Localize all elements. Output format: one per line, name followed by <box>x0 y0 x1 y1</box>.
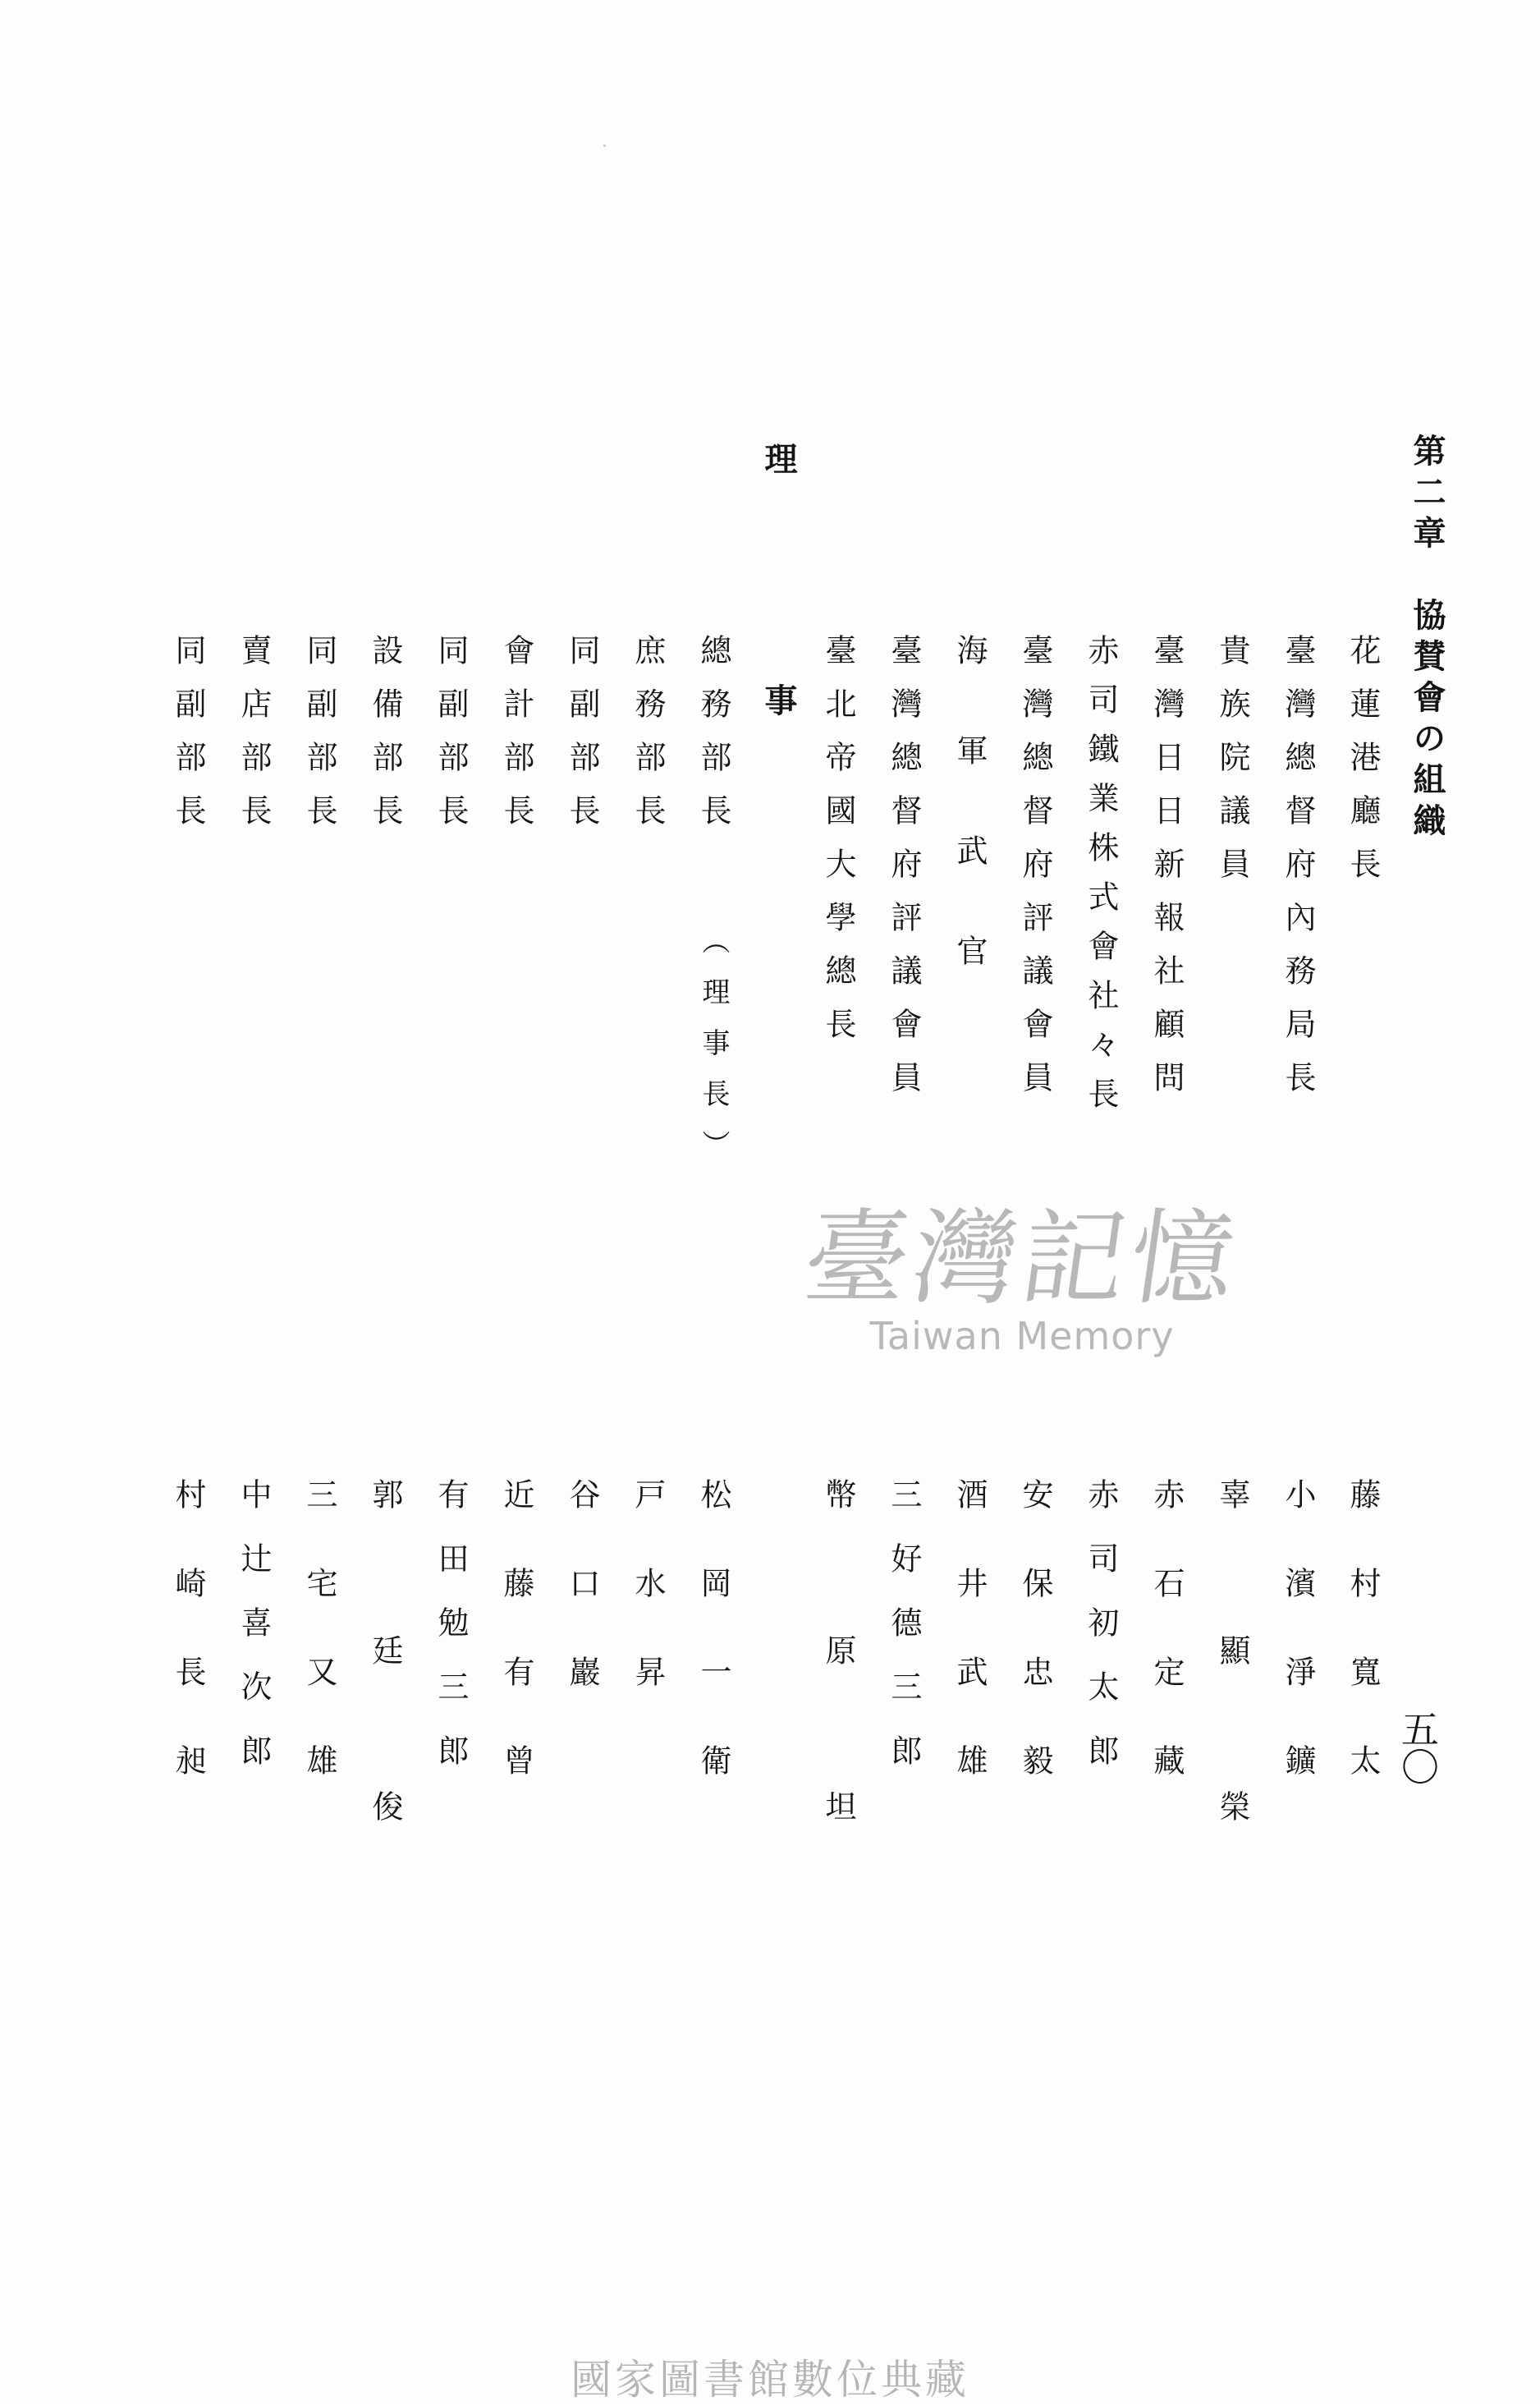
riji-name-7: 三宅又雄 <box>301 1478 337 1833</box>
riji-name-9: 村崎長昶 <box>170 1478 206 1833</box>
top-name-9: 幣原坦 <box>820 1478 856 1946</box>
top-name-6: 安保忠毅 <box>1017 1478 1053 1833</box>
top-title-6: 臺灣總督府評議會員 <box>1017 634 1053 1114</box>
section-heading-char-2: 事 <box>759 683 798 716</box>
top-title-3: 貴族院議員 <box>1214 634 1250 901</box>
top-name-7: 酒井武雄 <box>951 1478 988 1833</box>
scan-speck <box>603 145 606 147</box>
riji-name-1: 松岡一衛 <box>695 1478 731 1833</box>
running-head: 第二章 協賛會の組織 <box>1408 434 1446 844</box>
riji-title-7: 同副部長 <box>301 634 337 847</box>
watermark-english: Taiwan Memory <box>869 1314 1175 1358</box>
riji-name-5: 有田勉三郎 <box>433 1478 469 1798</box>
riji-name-4: 近藤有曾 <box>498 1478 534 1833</box>
riji-title-8: 賣店部長 <box>236 634 272 847</box>
page-number: 五〇 <box>1396 1710 1440 1785</box>
taiwan-memory-watermark <box>768 1198 1276 1358</box>
top-name-3: 辜顯榮 <box>1214 1478 1250 1946</box>
top-title-2: 臺灣總督府內務局長 <box>1280 634 1316 1114</box>
watermark-chinese: 臺灣記憶 <box>796 1198 1248 1319</box>
riji-name-3: 谷口巖 <box>564 1478 600 1744</box>
top-name-8: 三好德三郎 <box>886 1478 922 1798</box>
top-name-2: 小濱淨鑛 <box>1280 1478 1316 1833</box>
section-heading-char-1: 理 <box>759 442 798 475</box>
riji-title-2: 庶務部長 <box>630 634 666 847</box>
top-title-7: 海軍武官 <box>951 634 988 1035</box>
riji-name-8: 中辻喜次郎 <box>236 1478 272 1798</box>
top-title-1: 花蓮港廳長 <box>1345 634 1381 901</box>
riji-title-1: 總務部長 <box>695 634 731 847</box>
riji-name-6: 郭廷俊 <box>367 1478 403 1946</box>
riji-note-1: （理事長） <box>697 926 730 1181</box>
top-title-8: 臺灣總督府評議會員 <box>886 634 922 1114</box>
top-title-5: 赤司鐵業株式會社々長 <box>1083 634 1119 1127</box>
library-footer: 國家圖書館數位典藏 <box>571 2356 969 2404</box>
riji-name-2: 戸水昇 <box>630 1478 666 1744</box>
top-name-4: 赤石定藏 <box>1148 1478 1185 1833</box>
top-title-4: 臺灣日日新報社顧問 <box>1148 634 1185 1114</box>
riji-title-6: 設備部長 <box>367 634 403 847</box>
riji-title-3: 同副部長 <box>564 634 600 847</box>
riji-title-9: 同副部長 <box>170 634 206 847</box>
top-name-1: 藤村寬太 <box>1345 1478 1381 1833</box>
riji-title-4: 會計部長 <box>498 634 534 847</box>
top-name-5: 赤司初太郎 <box>1083 1478 1119 1798</box>
riji-title-5: 同副部長 <box>433 634 469 847</box>
top-title-9: 臺北帝國大學總長 <box>820 634 856 1061</box>
